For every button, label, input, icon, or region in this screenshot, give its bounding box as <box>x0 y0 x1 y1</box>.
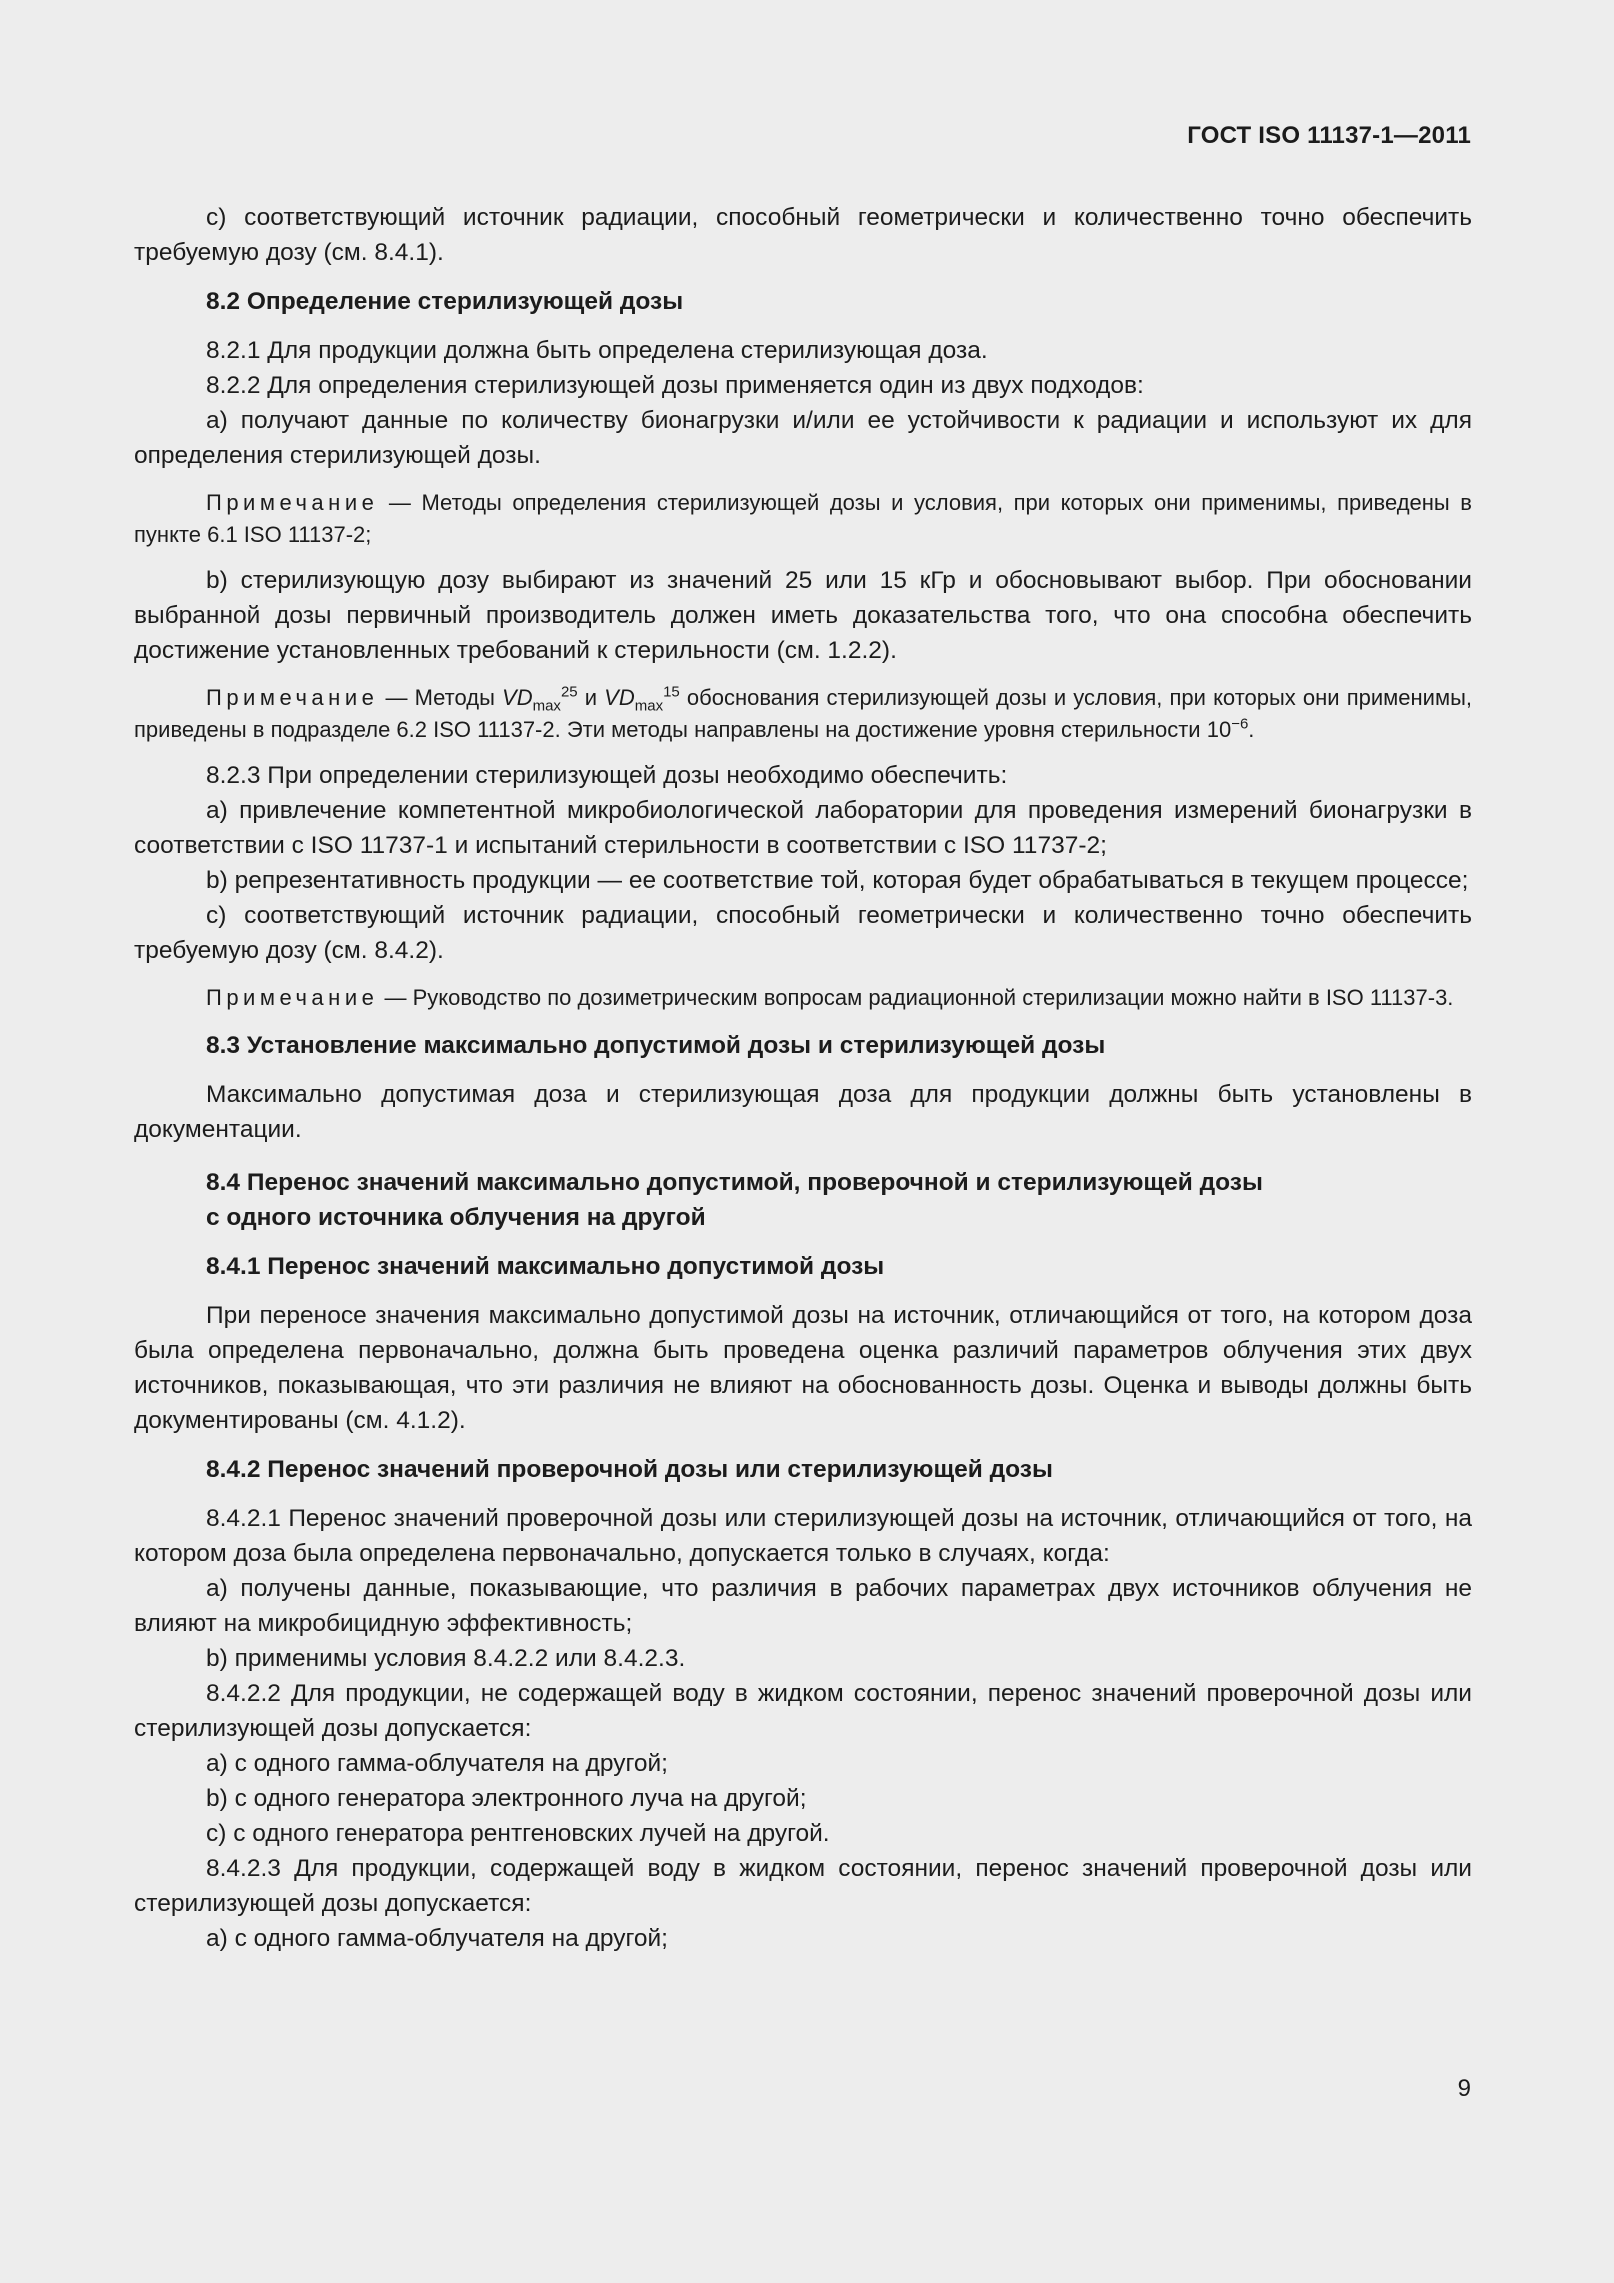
note <box>134 982 1472 1014</box>
note-text: — Методы <box>378 685 503 710</box>
section-heading <box>134 1165 1472 1235</box>
note-text: обоснования стерилизующей дозы и условия, при которых они применимы, приведены в подразделе 6.2 ISO 11137-2. Эти методы направлены на достижение уровня стерильности 10 <box>134 685 1473 742</box>
paragraph: b) стерилизующую дозу выбирают из значений 25 или 15 кГр и обосновывают выбор. При обосновании выбранной дозы первичный производитель должен иметь доказательства того, что она способна обеспечить достижение установленных требований к стерильности (см. 1.2.2). <box>134 567 1472 664</box>
note-text: — Руководство по дозиметрическим вопросам радиационной стерилизации можно найти в ISO 11137-3. <box>378 985 1454 1010</box>
paragraph: c) соответствующий источник радиации, способный геометрически и количественно точно обеспечить требуемую дозу (см. 8.4.2). <box>134 902 1472 964</box>
section-heading: 8.2 Определение стерилизующей дозы <box>206 288 684 315</box>
page-number: 9 <box>1457 2075 1471 2102</box>
note-label: Примечание <box>206 985 379 1010</box>
note-text: . <box>1248 717 1255 742</box>
paragraph: 8.4.2.3 Для продукции, содержащей воду в жидком состоянии, перенос значений проверочной дозы или стерилизующей дозы допускается: <box>134 1855 1472 1917</box>
paragraph: a) с одного гамма-облучателя на другой; <box>206 1925 668 1952</box>
paragraph: Максимально допустимая доза и стерилизующая доза для продукции должны быть установлены в документации. <box>134 1081 1472 1143</box>
paragraph: 8.2.2 Для определения стерилизующей дозы применяется один из двух подходов: <box>206 372 1144 399</box>
vd-symbol: VD <box>604 685 635 710</box>
paragraph: 8.4.2.1 Перенос значений проверочной дозы или стерилизующей дозы на источник, отличающийся от того, на котором доза была определена первоначально, допускается только в случаях, когда: <box>134 1505 1472 1567</box>
paragraph: 8.2.3 При определении стерилизующей дозы необходимо обеспечить: <box>206 762 1008 789</box>
paragraph: b) репрезентативность продукции — ее соответствие той, которая будет обрабатываться в текущем процессе; <box>206 867 1469 894</box>
paragraph: a) получают данные по количеству бионагрузки и/или ее устойчивости к радиации и используют их для определения стерилизующей дозы. <box>134 407 1472 469</box>
subsection-heading: 8.4.2 Перенос значений проверочной дозы или стерилизующей дозы <box>206 1456 1053 1483</box>
note-text: — Методы определения стерилизующей дозы и условия, при которых они применимы, приведены в пункте 6.1 ISO 11137-2; <box>134 490 1472 547</box>
heading-line: 8.4 Перенос значений максимально допустимой, проверочной и стерилизующей дозы <box>206 1169 1263 1196</box>
vd-symbol: VD <box>502 685 533 710</box>
paragraph: c) соответствующий источник радиации, способный геометрически и количественно точно обеспечить требуемую дозу (см. 8.4.1). <box>134 204 1472 266</box>
paragraph: a) привлечение компетентной микробиологической лаборатории для проведения измерений бионагрузки в соответствии с ISO 11737-1 и испытаний стерильности в соответствии с ISO 11737-2; <box>134 797 1472 859</box>
heading-line: с одного источника облучения на другой <box>206 1204 706 1231</box>
exponent: −6 <box>1231 715 1249 733</box>
vd-superscript: 25 <box>560 683 578 701</box>
section-heading: 8.3 Установление максимально допустимой дозы и стерилизующей дозы <box>206 1032 1106 1059</box>
paragraph: c) с одного генератора рентгеновских лучей на другой. <box>206 1820 830 1847</box>
document-body <box>134 200 1472 1956</box>
vd-subscript: max <box>634 697 664 715</box>
note <box>134 682 1472 746</box>
document-header: ГОСТ ISO 11137-1—2011 <box>1187 122 1471 149</box>
subsection-heading: 8.4.1 Перенос значений максимально допустимой дозы <box>206 1253 885 1280</box>
paragraph: a) получены данные, показывающие, что различия в рабочих параметрах двух источников облучения не влияют на микробицидную эффективность; <box>134 1575 1472 1637</box>
vd-superscript: 15 <box>663 683 680 701</box>
note-text: и <box>577 685 605 710</box>
paragraph: b) с одного генератора электронного луча на другой; <box>206 1785 807 1812</box>
note <box>134 487 1472 551</box>
note-label: Примечание <box>206 490 379 515</box>
paragraph: 8.4.2.2 Для продукции, не содержащей воду в жидком состоянии, перенос значений проверочной дозы или стерилизующей дозы допускается: <box>134 1680 1472 1742</box>
paragraph: b) применимы условия 8.4.2.2 или 8.4.2.3. <box>206 1645 686 1672</box>
paragraph: a) с одного гамма-облучателя на другой; <box>206 1750 668 1777</box>
paragraph: 8.2.1 Для продукции должна быть определена стерилизующая доза. <box>206 337 988 364</box>
note-label: Примечание <box>206 685 379 710</box>
paragraph: При переносе значения максимально допустимой дозы на источник, отличающийся от того, на котором доза была определена первоначально, должна быть проведена оценка различий параметров облучения этих двух источников, показывающая, что эти различия не влияют на обоснованность дозы. Оценка и выводы должны быть документированы (см. 4.1.2). <box>134 1302 1472 1434</box>
vd-subscript: max <box>532 697 561 715</box>
